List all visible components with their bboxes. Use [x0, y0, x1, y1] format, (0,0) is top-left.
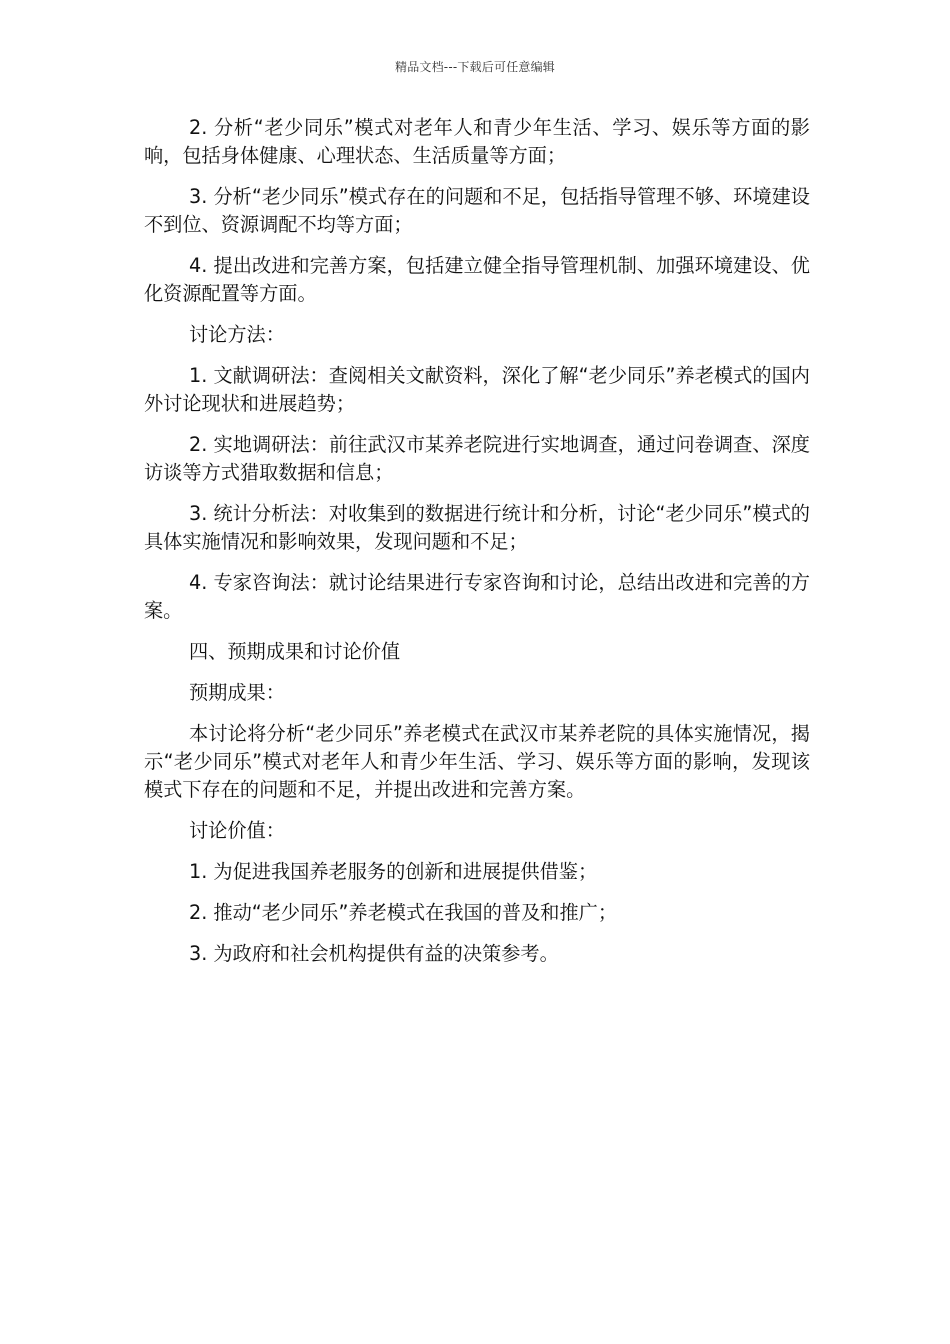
paragraph: 3. 统计分析法：对收集到的数据进行统计和分析，讨论“老少同乐”模式的具体实施情况和影响效果，发现问题和不足； [144, 502, 810, 553]
paragraph: 3. 分析“老少同乐”模式存在的问题和不足，包括指导管理不够、环境建设不到位、资源调配不均等方面； [144, 185, 810, 236]
list-item: 2. 推动“老少同乐”养老模式在我国的普及和推广； [189, 901, 618, 924]
paragraph: 本讨论将分析“老少同乐”养老模式在武汉市某养老院的具体实施情况，揭示“老少同乐”模式对老年人和青少年生活、学习、娱乐等方面的影响，发现该模式下存在的问题和不足，并提出改进和完善方案。 [144, 722, 810, 801]
paragraph: 2. 实地调研法：前往武汉市某养老院进行实地调查，通过问卷调查、深度访谈等方式猎取数据和信息； [144, 433, 810, 484]
paragraph: 4. 提出改进和完善方案，包括建立健全指导管理机制、加强环境建设、优化资源配置等方面。 [144, 254, 810, 305]
list-item: 3. 为政府和社会机构提供有益的决策参考。 [189, 942, 559, 965]
document-body [144, 114, 810, 981]
page-header: 精品文档---下载后可任意编辑 [395, 60, 555, 74]
paragraph: 2. 分析“老少同乐”模式对老年人和青少年生活、学习、娱乐等方面的影响，包括身体健康、心理状态、生活质量等方面； [144, 116, 810, 167]
section-label: 讨论方法： [189, 323, 285, 346]
paragraph: 4. 专家咨询法：就讨论结果进行专家咨询和讨论，总结出改进和完善的方案。 [144, 571, 810, 622]
list-item: 1. 为促进我国养老服务的创新和进展提供借鉴； [189, 860, 598, 883]
section-label: 预期成果： [189, 681, 285, 704]
section-heading: 四、预期成果和讨论价值 [189, 640, 401, 663]
paragraph: 1. 文献调研法：查阅相关文献资料，深化了解“老少同乐”养老模式的国内外讨论现状和进展趋势； [144, 364, 810, 415]
section-label: 讨论价值： [189, 819, 285, 842]
